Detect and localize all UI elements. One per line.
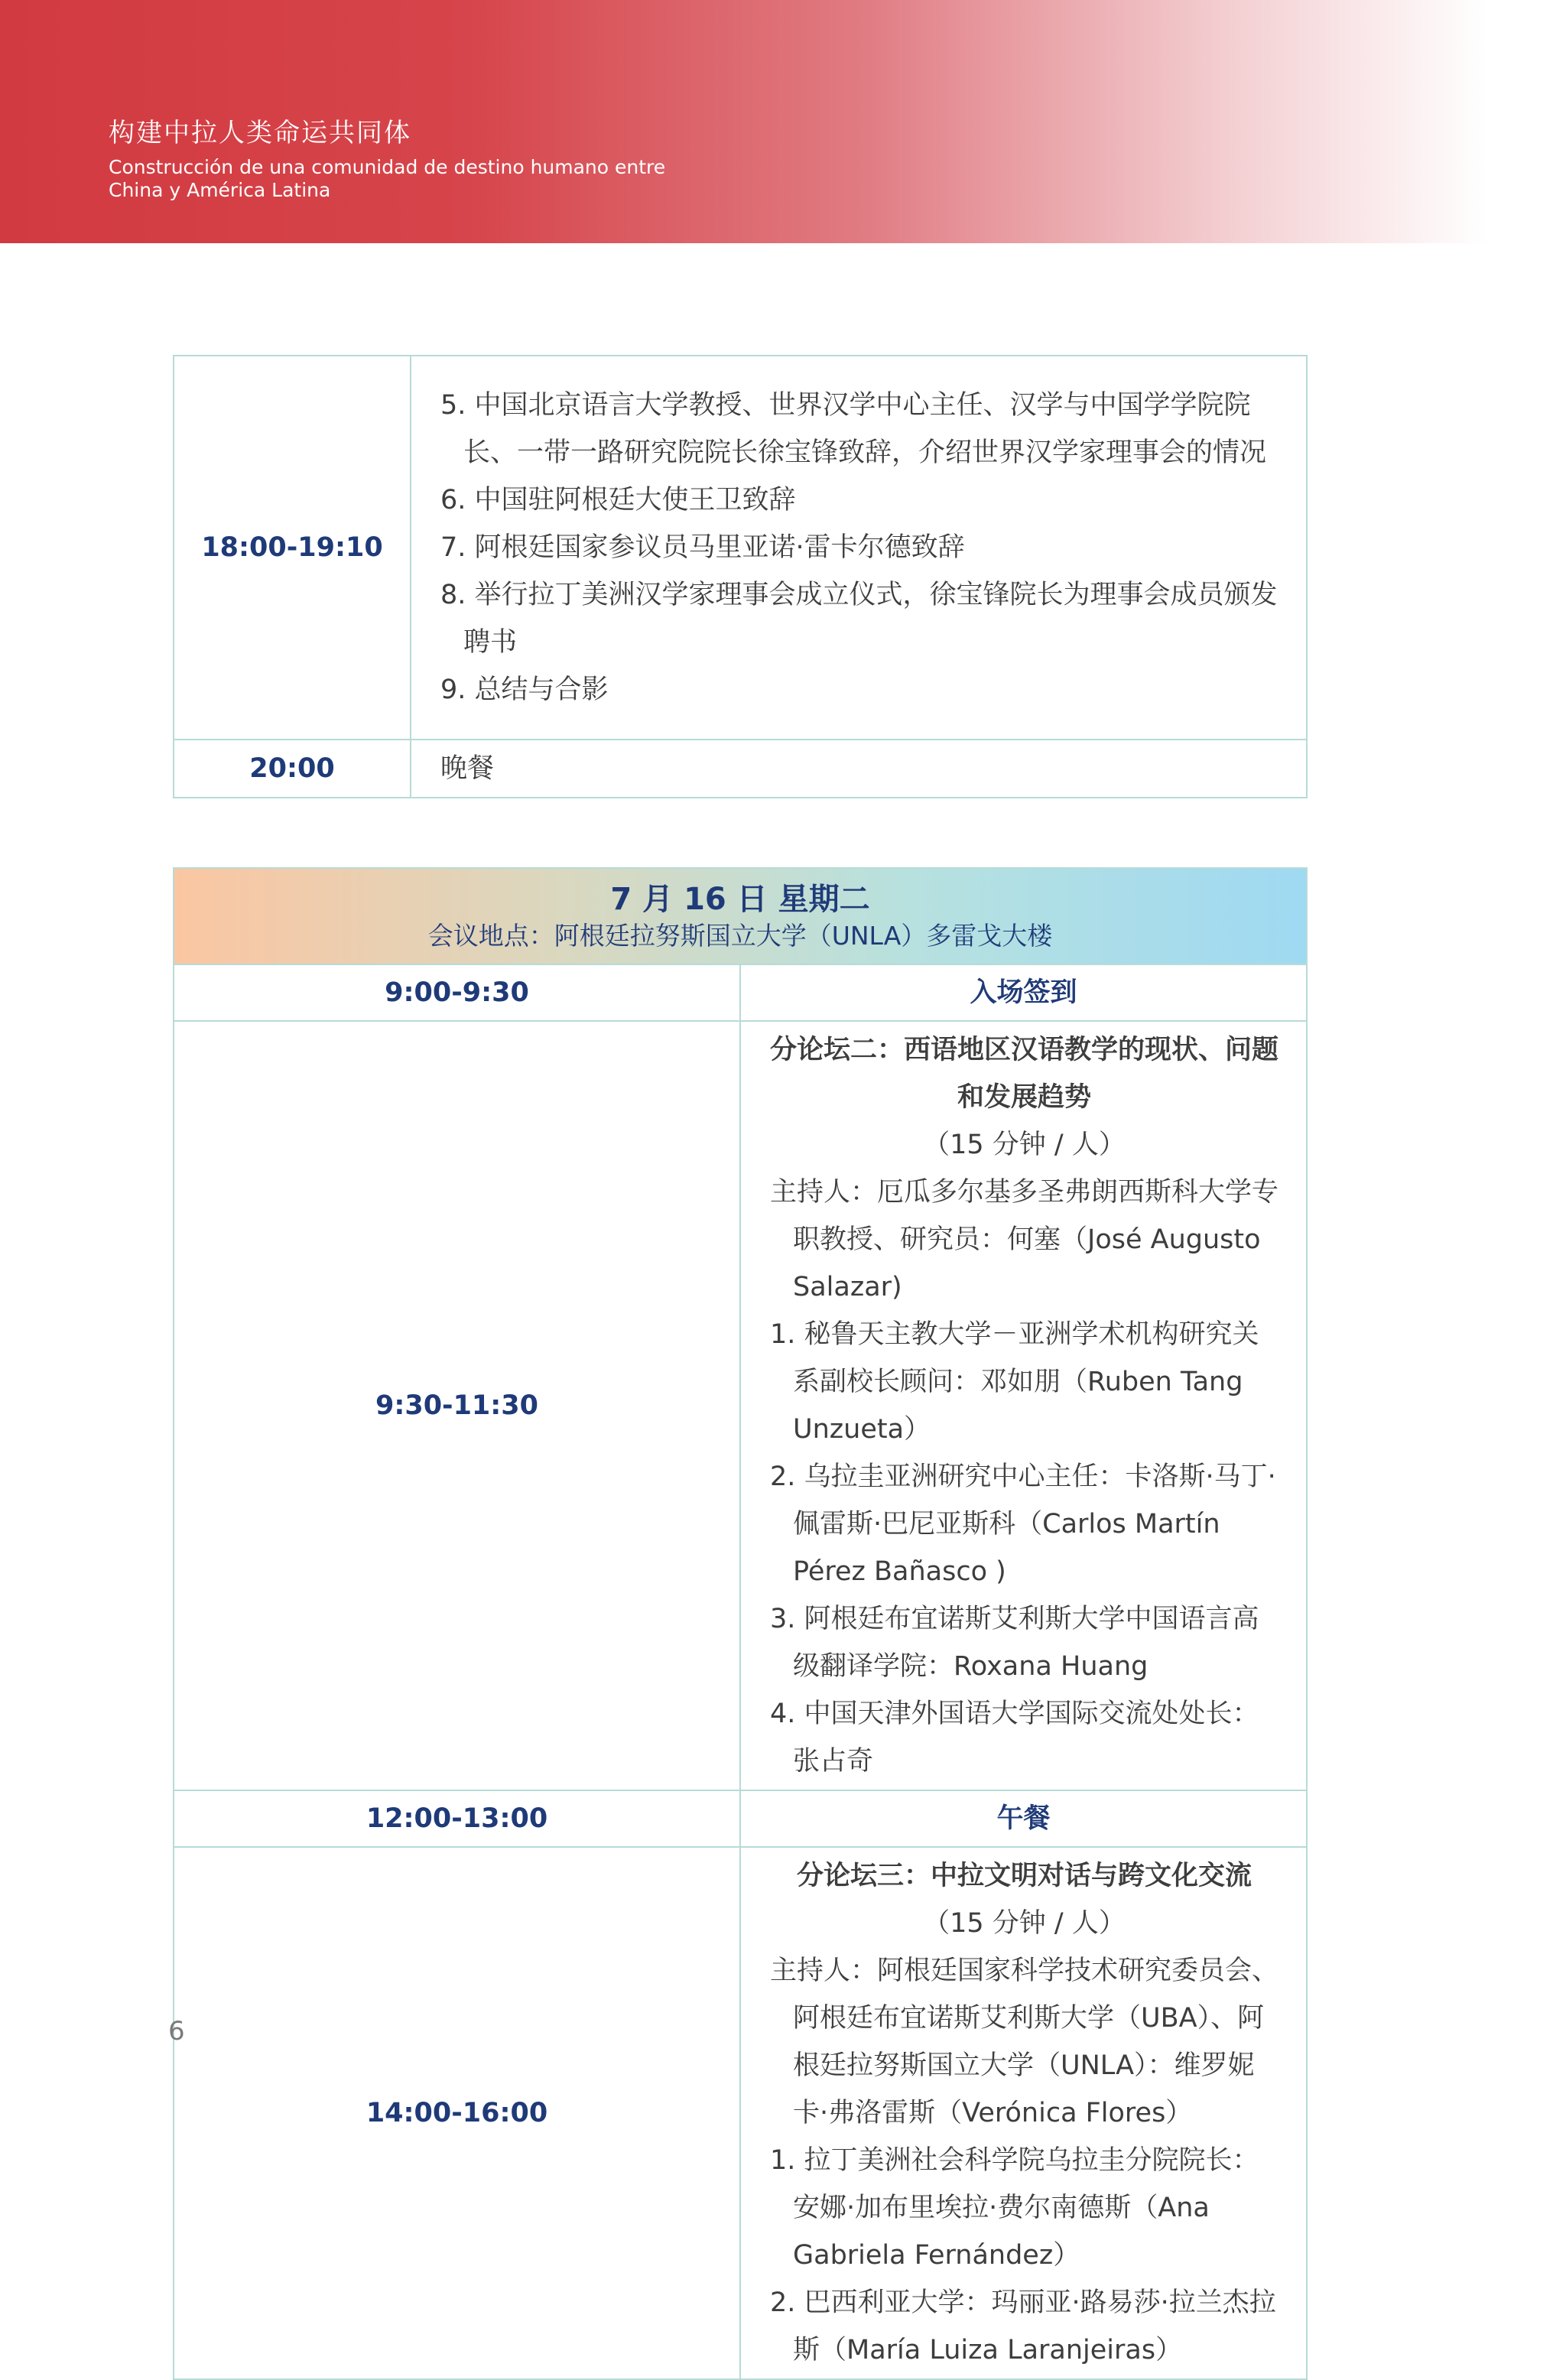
list-item: 1. 秘鲁天主教大学－亚洲学术机构研究关系副校长顾问：邓如朋（Ruben Tang Unzueta）	[770, 1319, 1259, 1445]
list-item: 2. 巴西利亚大学：玛丽亚·路易莎·拉兰杰拉斯（María Luiza Laranjeiras）	[770, 2287, 1276, 2365]
schedule-table-1	[173, 355, 1308, 798]
time-cell: 9:30-11:30	[174, 1021, 740, 1790]
page-number: 6	[168, 2016, 185, 2047]
list-item: 2. 乌拉圭亚洲研究中心主任：卡洛斯·马丁·佩雷斯·巴尼亚斯科（Carlos Martín Pérez Bañasco )	[770, 1461, 1276, 1587]
table-row	[174, 1021, 1307, 1790]
forum-note: （15 分钟 / 人）	[923, 1908, 1126, 1939]
time-cell: 20:00	[174, 740, 411, 798]
list-item: 3. 阿根廷布宜诺斯艾利斯大学中国语言高级翻译学院：Roxana Huang	[770, 1604, 1259, 1682]
list-item: 4. 中国天津外国语大学国际交流处处长：张占奇	[770, 1699, 1259, 1777]
list-item: 9. 总结与合影	[440, 675, 609, 705]
list-item: 8. 举行拉丁美洲汉学家理事会成立仪式，徐宝锋院长为理事会成员颁发聘书	[440, 580, 1278, 658]
content-cell	[740, 1847, 1307, 2379]
table-row	[174, 1790, 1307, 1847]
content-cell: 入场签到	[740, 964, 1307, 1021]
venue-text: 会议地点：阿根廷拉努斯国立大学（UNLA）多雷戈大楼	[427, 921, 1053, 951]
list-item: 1. 拉丁美洲社会科学院乌拉圭分院院长：安娜·加布里埃拉·费尔南德斯（Ana Gabriela Fernández）	[770, 2145, 1259, 2271]
header-subtitle: Construcción de una comunidad de destino humano entre China y América Latina	[109, 156, 666, 201]
day-header	[174, 868, 1307, 964]
day-title: 7 月 16 日 星期二	[610, 882, 870, 917]
table-row	[174, 356, 1307, 740]
day-header-row	[174, 868, 1307, 964]
host-text: 主持人：厄瓜多尔基多圣弗朗西斯科大学专职教授、研究员：何塞（José Augusto Salazar)	[770, 1177, 1279, 1302]
content-cell: 晚餐	[411, 740, 1307, 798]
header-title: 构建中拉人类命运共同体	[109, 118, 411, 148]
table-row	[174, 740, 1307, 798]
time-cell: 12:00-13:00	[174, 1790, 740, 1847]
content-cell	[740, 1021, 1307, 1790]
host-text: 主持人：阿根廷国家科学技术研究委员会、阿根廷布宜诺斯艾利斯大学（UBA）、阿根廷拉努斯国立大学（UNLA）：维罗妮卡·弗洛雷斯（Verónica Flores）	[770, 1956, 1279, 2128]
table-row	[174, 1847, 1307, 2379]
list-item: 6. 中国驻阿根廷大使王卫致辞	[440, 485, 796, 515]
table-row	[174, 964, 1307, 1021]
forum-title: 分论坛三：中拉文明对话与跨文化交流	[796, 1861, 1252, 1891]
time-cell: 14:00-16:00	[174, 1847, 740, 2379]
content-cell: 午餐	[740, 1790, 1307, 1847]
schedule-table-2	[173, 867, 1308, 2380]
list-item: 7. 阿根廷国家参议员马里亚诺·雷卡尔德致辞	[440, 532, 965, 563]
list-item: 5. 中国北京语言大学教授、世界汉学中心主任、汉学与中国学学院院长、一带一路研究院院长徐宝锋致辞，介绍世界汉学家理事会的情况	[440, 390, 1267, 468]
content-cell	[411, 356, 1307, 740]
forum-title: 分论坛二：西语地区汉语教学的现状、问题和发展趋势	[770, 1035, 1279, 1113]
time-cell: 9:00-9:30	[174, 964, 740, 1021]
forum-note: （15 分钟 / 人）	[923, 1130, 1126, 1160]
time-cell: 18:00-19:10	[174, 356, 411, 740]
